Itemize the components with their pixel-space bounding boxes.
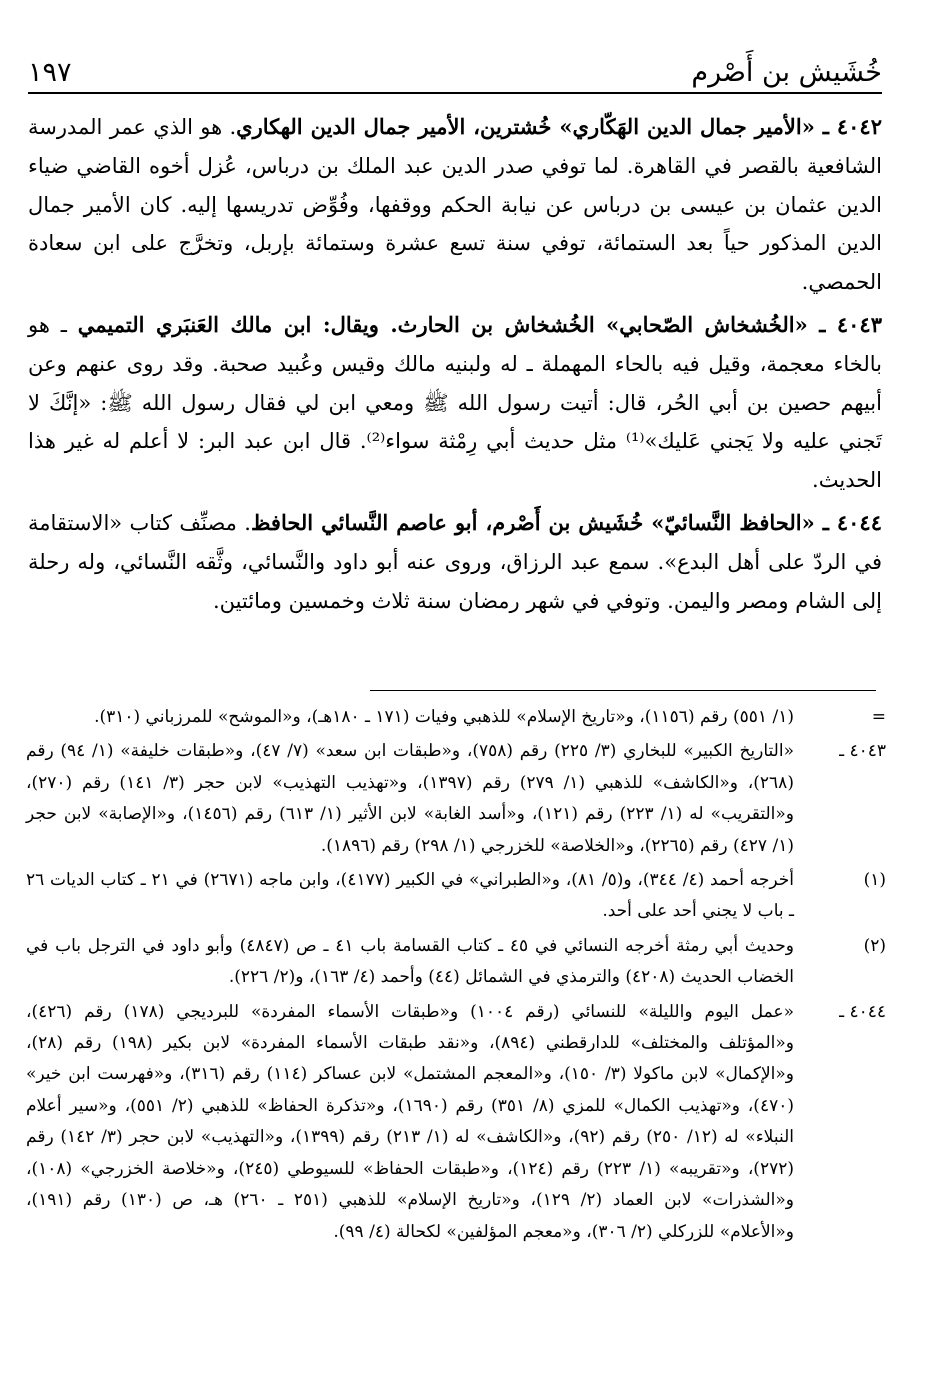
footnote — [26, 736, 886, 862]
footnote-text: أخرجه أحمد (٤/ ٣٤٤)، و(٥/ ٨١)، و«الطبراني» في الكبير (٤١٧٧)، وابن ماجه (٢٦٧١) في ٢١ ـ كتاب الديات ٢٦ ـ باب لا يجني أحد على أحد. — [26, 870, 794, 922]
running-title: خُشَيش بن أَصْرم — [691, 57, 882, 88]
footnote-label: ٤٠٤٣ ـ — [839, 741, 886, 762]
footnotes — [26, 702, 886, 1251]
footnote — [26, 702, 886, 733]
entry-4044 — [28, 504, 882, 620]
entry-heading: ٤٠٤٣ ـ «الخُشخاش الصّحابي» الخُشخاش بن الحارث. ويقال: ابن مالك العَنبَري التميمي — [77, 311, 882, 337]
main-text — [28, 108, 882, 624]
entry-text: . مصنِّف كتاب «الاستقامة في الردّ على أهل البدع». سمع عبد الرزاق، وروى عنه أبو داود والنَّسائي، وثَّقه النَّسائي، وله رحلة إلى الشام ومصر واليمن. وتوفي في شهر رمضان سنة ثلاث وخمسين ومائتين. — [28, 510, 882, 613]
entry-4043 — [28, 306, 882, 500]
page-header — [28, 46, 882, 90]
footnote-separator — [370, 690, 876, 691]
footnote-label: = — [871, 707, 886, 727]
footnote-text: وحديث أبي رمثة أخرجه النسائي في ٤٥ ـ كتاب القسامة باب ٤١ ـ ص (٤٨٤٧) وأبو داود في الترجل باب في الخضاب الحديث (٤٢٠٨) والترمذي في الشمائل (٤٤) وأحمد (٤/ ١٦٣)، و(٢/ ٢٢٦). — [26, 935, 794, 988]
footnote-text: (١/ ٥٥١) رقم (١١٥٦)، و«تاريخ الإسلام» للذهبي وفيات (١٧١ ـ ١٨٠هـ)، و«الموشح» للمرزباني (٣١٠). — [94, 707, 794, 727]
footnote — [26, 997, 886, 1248]
header-rule — [28, 92, 882, 94]
footnote-text: «عمل اليوم والليلة» للنسائي (رقم ١٠٠٤) و«طبقات الأسماء المفردة» للبرديجي (١٧٨) رقم (٤٢٦)، و«المؤتلف والمختلف» للدارقطني (٨٩٤)، و«نقد طبقات الأسماء المفردة» لابن بكير (١٩٨) رقم (٢٨)، و«الإكمال» لابن ماكولا (٣/ ١٥٠)، و«المعجم المشتمل» لابن عساكر (١١٤) رقم (٣١٦)، و«فهرست ابن خير» (٤٧٠)، و«تهذيب الكمال» للمزي (٨/ ٣٥١) رقم (١٦٩٠)، و«تذكرة الحفاظ» للذهبي (٢/ ٥٥١)، و«سير أعلام النبلاء» له (١٢/ ٢٥٠) رقم (٩٢)، و«الكاشف» له (١/ ٢١٣) رقم (١٣٩٩)، و«التهذيب» لابن حجر (٣/ ١٤٢) رقم (٢٧٢)، و«تقريبه» (١/ ٢٢٣) رقم (١٢٤)، و«طبقات الحفاظ» للسيوطي (٢٤٥)، و«خلاصة الخزرجي» (١٠٨)، و«الشذرات» لابن العماد (٢/ ١٢٩)، و«تاريخ الإسلام» للذهبي (٢٥١ ـ ٢٦٠) هـ، ص (١٣٠) رقم (١٩١)، و«الأعلام» للزركلي (٢/ ٣٠٦)، و«معجم المؤلفين» لكحالة (٤/ ٩٩). — [26, 1001, 795, 1242]
footnote-label: (٢) — [863, 935, 886, 956]
footnote — [26, 931, 886, 994]
page-number: ١٩٧ — [28, 57, 72, 88]
entry-text: ـ هو بالخاء معجمة، وقيل فيه بالحاء المهملة ـ له ولبنيه مالك وقيس وعُبيد صحبة. وقد روى عنهم وعن أبيهم حصين بن أبي الحُر، قال: أتيت رسول الله ﷺ ومعي ابن لي فقال رسول الله ﷺ: «إنَّكَ لا تَجني عليه ولا يَجني عَليك»⁽¹⁾ مثل حديث أبي رِمْثة سواء⁽²⁾. قال ابن عبد البر: لا أعلم له غير هذا الحديث. — [28, 312, 882, 493]
footnote-text: «التاريخ الكبير» للبخاري (٣/ ٢٢٥) رقم (٧٥٨)، و«طبقات ابن سعد» (٧/ ٤٧)، و«طبقات خليفة» (١/ ٩٤) رقم (٢٦٨)، و«الكاشف» للذهبي (١/ ٢٧٩) رقم (١٣٩٧)، و«تهذيب التهذيب» لابن حجر (٣/ ١٤١) رقم (٢٧٠)، و«التقريب» له (١/ ٢٢٣) رقم (١٢١)، و«أسد الغابة» لابن الأثير (١/ ٦١٣) رقم (١٤٥٦)، و«الإصابة» لابن حجر (١/ ٤٢٧) رقم (٢٢٦٥)، و«الخلاصة» للخزرجي (١/ ٢٩٨) رقم (١٨٩٦). — [26, 741, 794, 856]
footnote-label: (١) — [863, 870, 886, 891]
entry-heading: ٤٠٤٢ ـ «الأمير جمال الدين الهَكّاري» خُشترين، الأمير جمال الدين الهكاري — [236, 114, 882, 139]
entry-text: . هو الذي عمر المدرسة الشافعية بالقصر في القاهرة. لما توفي صدر الدين عبد الملك بن درباس، عُزل أخوه القاضي ضياء الدين عثمان بن عيسى بن درباس عن نيابة الحكم ووقفها، وفُوِّض تدريسها إليه. كان الأمير جمال الدين المذكور حياً بعد الستمائة، توفي سنة تسع عشرة وستمائة بإربل، وتخرَّج على ابن سعادة الحمصي. — [28, 115, 882, 295]
footnote — [26, 865, 886, 928]
entry-4042 — [28, 108, 882, 302]
footnote-label: ٤٠٤٤ ـ — [839, 1001, 886, 1022]
entry-heading: ٤٠٤٤ ـ «الحافظ النَّسائيّ» خُشَيش بن أَصْرم، أبو عاصم النَّسائي الحافظ — [250, 509, 882, 535]
